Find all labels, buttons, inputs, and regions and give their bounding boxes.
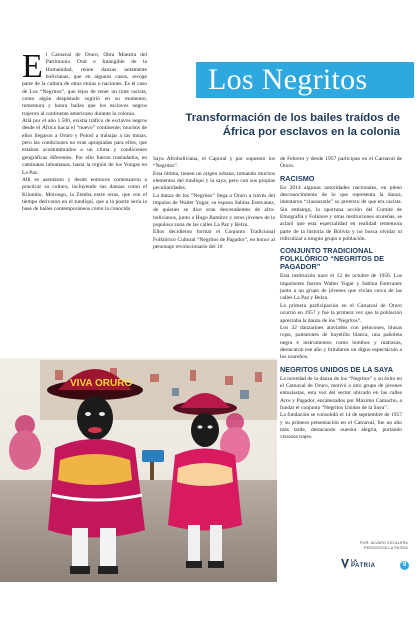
photo-credit [348,541,408,550]
right-paragraph-1: de Febrero y desde 1957 participan en el Carnaval de Oruro. [280,156,402,170]
page-number: 9 [400,561,409,570]
middle-paragraph-2: Esta última, tienen un origen urbano, tomando muchos elementos del tundiqui y la saya, pero con sus propias peculiaridades. [153,170,275,192]
article-subtitle: Transformación de los bailes traídos de África por esclavos en la colonia [185,112,400,138]
page-title: Los Negritos [208,63,368,96]
middle-paragraph-4: Ellos decidieron formar el Conjunto Tradicional Folklórico Cultural “Negritos de Pagador”, en honor al personaje revolucionario del 10 [153,229,275,251]
intro-paragraph-2: Allá por el año 1.500, existía tráfico de esclavos negros desde el África hacia el “nuevo” continente; muchos de ellos llegaron a Oruro y Potosí a trabajar a las minas, pero las condiciones no eran apropiadas para ellos, que estaban acostumbrados a un clima y condiciones geográficas diferentes. Por ello fueron trasladados, en caminatas inhumanas, hasta la región de los Yungas en La Paz. [22,118,147,176]
section-heading-racismo: RACISMO [280,173,315,183]
middle-paragraph-1: Saya Afroboliviana, el Caporal y por supuesto los “Negritos”. [153,156,275,170]
right-paragraph-6: La novedad de la danza de los “Negritos” y su éxito en el Carnaval de Oruro, motivó a otro grupo de jóvenes entusiastas, esta vez del sector ubicado en las calles Arce y Pagador, encabezados por Máximo Camacho, a fundar el conjunto “Negritos Unidos de la Saya”. [280,375,402,411]
hat-banner-text: VIVA ORURO [70,378,133,389]
title-band [196,62,414,98]
intro-paragraph-1 [22,48,147,118]
middle-paragraph-3: La danza de los “Negritos” llega a Oruro a través del impulso de Walter Yugar, su esposa Sabina Estevanez, de quienes se dice eran descendientes de afro-bolivianos, junto a Hugo Ramírez y otros jóvenes de la populosa zona de las calles La Paz y Belzu. [153,192,275,229]
column-middle [153,156,275,251]
column-right [280,156,402,442]
dancers-illustration [0,330,277,582]
right-paragraph-7: La fundación se consolidó el 14 de septiembre de 1957 y su primera presentación en el Carnaval, fue un año más tarde, destacando nuestra alegría, portando vistosos trajes. [280,412,402,441]
credit-line-2: PERIODISTA LA PATRIA [364,545,408,550]
drop-cap: E [22,48,43,85]
chevron-logo-icon [341,559,349,569]
section-heading-negritos-unidos: NEGRITOS UNIDOS DE LA SAYA [280,364,393,374]
carnival-photo [0,330,277,582]
section-heading-conjunto: CONJUNTO TRADICIONAL FOLKLÓRICO “NEGRITOS DE PAGADOR” [280,246,385,272]
intro-paragraph-3: Allí se asentaron y desde entonces comenzaron a practicar su cultura, incluyendo sus danzas como el Kilombo, Morongo, la Zemba entre otras, que con el tiempo derivaron en el tundiqui, que a la postre sería la base de bailes contemporáneos como la conocida [22,176,147,213]
logo-text-small: LA [351,558,357,563]
intro-text-1: l Carnaval de Oruro, Obra Maestra del Patrimonio Oral e Intangible de la Humanidad, reúne danzas netamente bolivianas, que en algunos casos, recoge parte de la cultura de otras etnias o naciones. Es el caso de Los “Negritos”, que lejos de tener un tinte racista, como algún despistado sugirió en su momento, rememora y honra bailes que los esclavos negros trajeron al continente americano durante la colonia. [22,52,147,117]
credit-line-1: POR: ÁLVARO ESCALERA [359,541,408,545]
right-paragraph-3: Esta institución nace el 12 de octubre de 1956. Los impulsores fueron Walter Yugar y Sabina Estevanez junto a un grupo de jóvenes que vivían cerca de las calles La Paz y Belzu. [280,273,402,302]
column-intro [22,48,147,214]
right-paragraph-4: La primera participación en el Carnaval de Oruro ocurrió en 1957 y fue la primera vez que la población apreciaba la danza de los “Negritos”. [280,302,402,324]
right-paragraph-5: Los 32 danzarines atavíados con pelucones, blusas rojas, pantalones de bayetilla blanca, una pañoleta negra e instrumentos como bombos y matracas, destacaron ese año y brindaron un digno espectáculo a los orureños. [280,324,402,361]
right-paragraph-2: En 2014 algunas autoridades nacionales, en pleno desconocimiento de lo que representa la danza, intentaron “clausurarla” so pretexto de que era racista. Sin embargo, la oportuna acción del Comité de Etnografía y Folklore y otras instituciones orureñas, se aclaró que esta especialidad en realidad rememora parte de la historia de Bolivia y no busca olvidar ni ridiculizar a ningún grupo o población. [280,184,402,243]
logo-text-large: PATRIA [351,563,376,569]
